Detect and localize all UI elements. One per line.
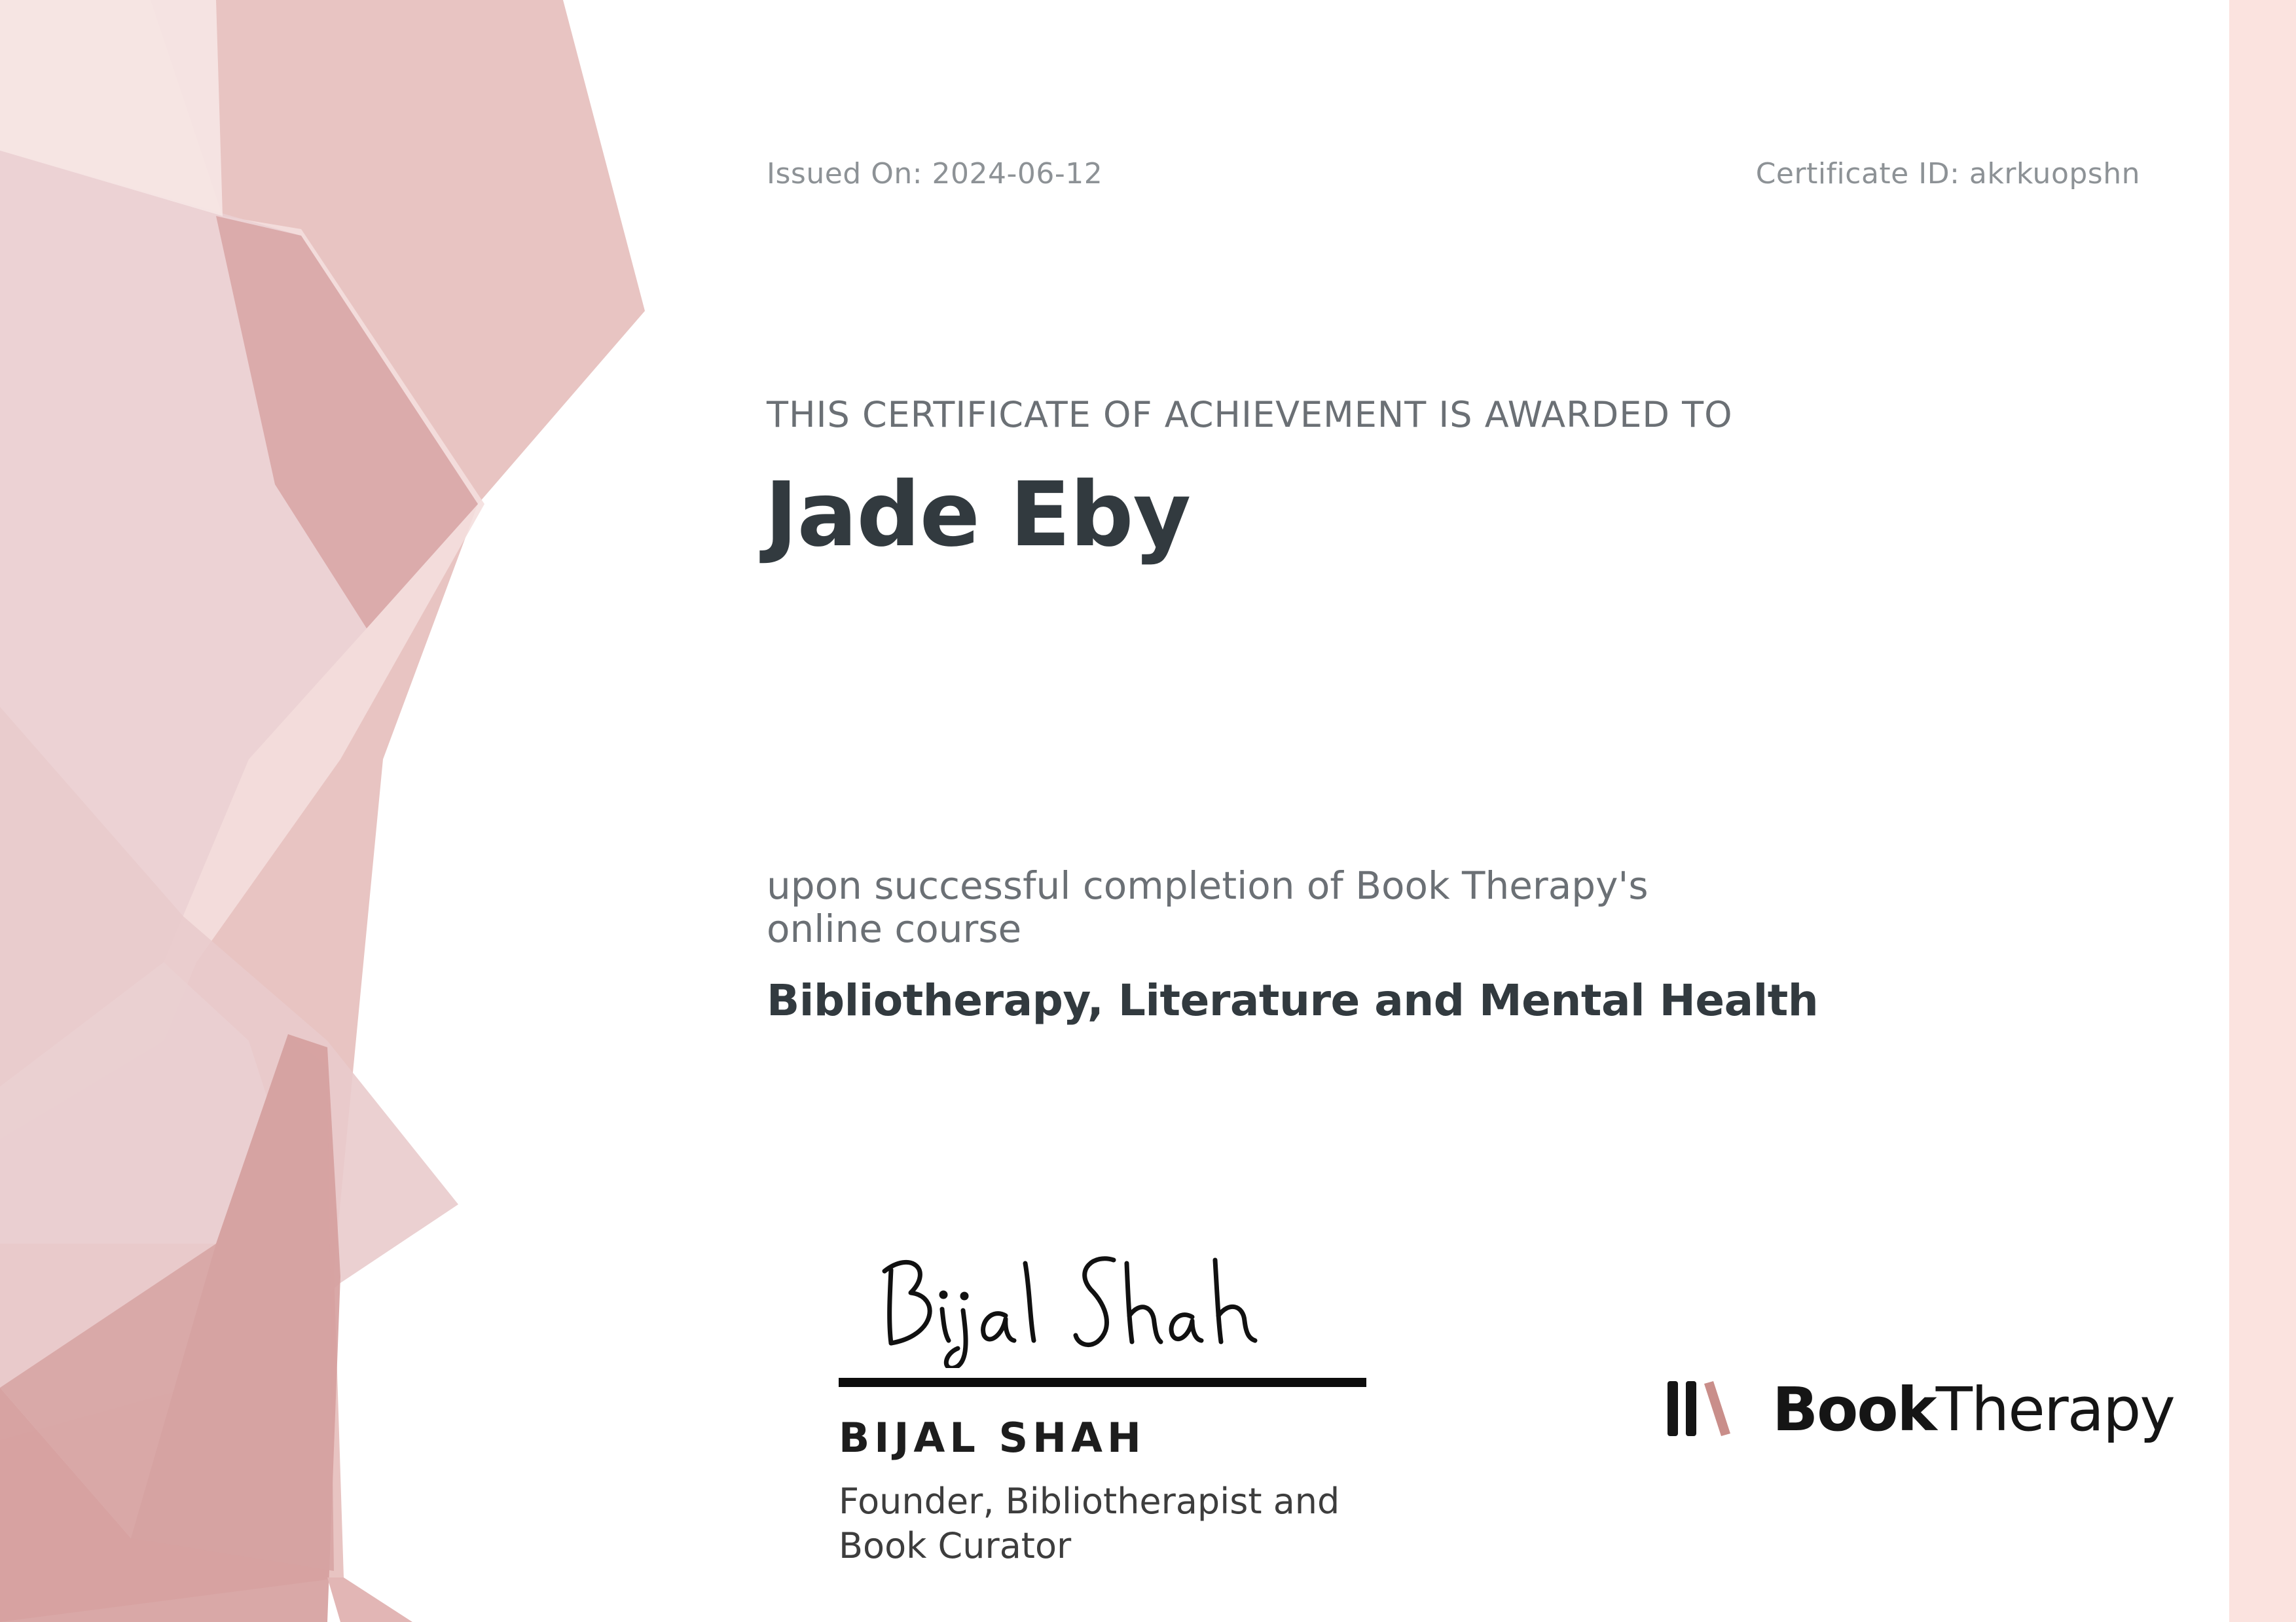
awarded-to-label: THIS CERTIFICATE OF ACHIEVEMENT IS AWARDED TO [767,394,1733,435]
certificate-id: Certificate ID: akrkuopshn [1755,157,2140,190]
completion-text: upon successful completion of Book Therapy's online course [767,863,1649,951]
signature-block [839,1224,1428,1577]
right-border-strip [2229,0,2296,1622]
issued-date: Issued On: 2024-06-12 [767,157,1103,190]
logo-wordmark [1772,1375,2174,1445]
books-icon [1666,1380,1732,1439]
signer-title: Founder, Bibliotherapist and Book Curator [839,1481,1340,1566]
recipient-name: Jade Eby [765,463,1191,567]
book-therapy-logo [1666,1373,2174,1445]
handwritten-signature [865,1224,1271,1368]
logo-text-book: Book [1772,1374,1936,1445]
logo-text-therapy: Therapy [1935,1374,2174,1445]
signature-line [839,1378,1366,1387]
course-title: Bibliotherapy, Literature and Mental Health [767,975,1819,1026]
signer-name: BIJAL SHAH [839,1414,1146,1462]
